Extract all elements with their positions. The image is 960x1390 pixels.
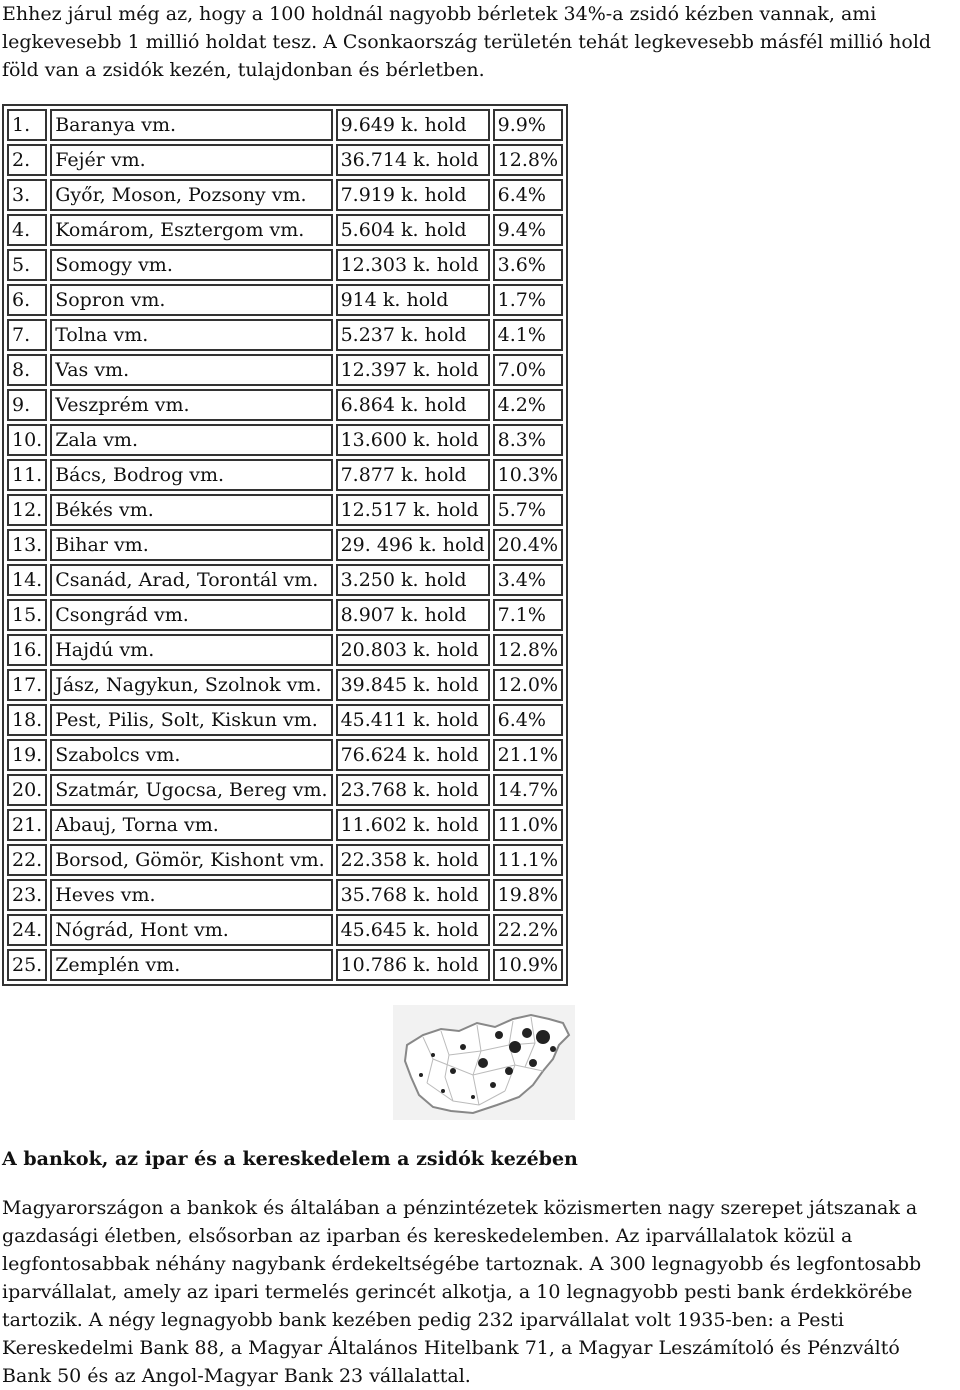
- percentage-cell: 12.8%: [493, 144, 563, 176]
- table-row: [7, 809, 563, 841]
- county-name-cell: Nógrád, Hont vm.: [50, 914, 332, 946]
- county-land-table-body: [7, 109, 563, 981]
- row-number-cell: 13.: [7, 529, 47, 561]
- county-name-cell: Bács, Bodrog vm.: [50, 459, 332, 491]
- county-name-cell: Csanád, Arad, Torontál vm.: [50, 564, 332, 596]
- map-dot: [536, 1030, 550, 1044]
- percentage-cell: 9.4%: [493, 214, 563, 246]
- county-name-cell: Zemplén vm.: [50, 949, 332, 981]
- map-dot: [522, 1028, 532, 1038]
- percentage-cell: 7.1%: [493, 599, 563, 631]
- county-name-cell: Csongrád vm.: [50, 599, 332, 631]
- table-row: [7, 424, 563, 456]
- county-name-cell: Szabolcs vm.: [50, 739, 332, 771]
- percentage-cell: 3.4%: [493, 564, 563, 596]
- table-row: [7, 144, 563, 176]
- county-name-cell: Békés vm.: [50, 494, 332, 526]
- county-map-figure: [393, 1005, 575, 1120]
- land-area-cell: 29. 496 k. hold: [336, 529, 490, 561]
- table-row: [7, 249, 563, 281]
- table-row: [7, 179, 563, 211]
- row-number-cell: 24.: [7, 914, 47, 946]
- county-name-cell: Pest, Pilis, Solt, Kiskun vm.: [50, 704, 332, 736]
- land-area-cell: 10.786 k. hold: [336, 949, 490, 981]
- table-row: [7, 739, 563, 771]
- percentage-cell: 12.8%: [493, 634, 563, 666]
- row-number-cell: 10.: [7, 424, 47, 456]
- percentage-cell: 8.3%: [493, 424, 563, 456]
- percentage-cell: 21.1%: [493, 739, 563, 771]
- row-number-cell: 8.: [7, 354, 47, 386]
- land-area-cell: 20.803 k. hold: [336, 634, 490, 666]
- row-number-cell: 19.: [7, 739, 47, 771]
- row-number-cell: 15.: [7, 599, 47, 631]
- land-area-cell: 39.845 k. hold: [336, 669, 490, 701]
- county-name-cell: Győr, Moson, Pozsony vm.: [50, 179, 332, 211]
- table-row: [7, 599, 563, 631]
- percentage-cell: 22.2%: [493, 914, 563, 946]
- land-area-cell: 13.600 k. hold: [336, 424, 490, 456]
- percentage-cell: 4.2%: [493, 389, 563, 421]
- map-dot: [490, 1082, 496, 1088]
- map-dot: [450, 1068, 456, 1074]
- percentage-cell: 11.0%: [493, 809, 563, 841]
- county-name-cell: Heves vm.: [50, 879, 332, 911]
- percentage-cell: 9.9%: [493, 109, 563, 141]
- table-row: [7, 494, 563, 526]
- county-name-cell: Veszprém vm.: [50, 389, 332, 421]
- county-name-cell: Komárom, Esztergom vm.: [50, 214, 332, 246]
- county-name-cell: Somogy vm.: [50, 249, 332, 281]
- table-row: [7, 284, 563, 316]
- percentage-cell: 6.4%: [493, 704, 563, 736]
- county-name-cell: Szatmár, Ugocsa, Bereg vm.: [50, 774, 332, 806]
- land-area-cell: 914 k. hold: [336, 284, 490, 316]
- map-dot: [505, 1067, 513, 1075]
- percentage-cell: 10.3%: [493, 459, 563, 491]
- county-name-cell: Vas vm.: [50, 354, 332, 386]
- percentage-cell: 10.9%: [493, 949, 563, 981]
- section-heading: A bankok, az ipar és a kereskedelem a zsidók kezében: [2, 1148, 578, 1170]
- row-number-cell: 5.: [7, 249, 47, 281]
- table-row: [7, 774, 563, 806]
- land-area-cell: 12.397 k. hold: [336, 354, 490, 386]
- map-dot: [529, 1059, 537, 1067]
- row-number-cell: 17.: [7, 669, 47, 701]
- map-dot: [495, 1031, 503, 1039]
- county-name-cell: Bihar vm.: [50, 529, 332, 561]
- percentage-cell: 5.7%: [493, 494, 563, 526]
- county-name-cell: Abauj, Torna vm.: [50, 809, 332, 841]
- map-dot: [509, 1041, 521, 1053]
- table-row: [7, 704, 563, 736]
- hungary-map-image: [393, 1005, 575, 1120]
- row-number-cell: 14.: [7, 564, 47, 596]
- land-area-cell: 7.877 k. hold: [336, 459, 490, 491]
- table-row: [7, 459, 563, 491]
- table-row: [7, 914, 563, 946]
- land-area-cell: 11.602 k. hold: [336, 809, 490, 841]
- percentage-cell: 11.1%: [493, 844, 563, 876]
- map-dot: [419, 1073, 423, 1077]
- county-name-cell: Zala vm.: [50, 424, 332, 456]
- row-number-cell: 11.: [7, 459, 47, 491]
- county-name-cell: Sopron vm.: [50, 284, 332, 316]
- intro-paragraph: Ehhez járul még az, hogy a 100 holdnál nagyobb bérletek 34%-a zsidó kézben vannak, ami legkevesebb 1 millió holdat tesz. A Csonkaország területén tehát legkevesebb másfél millió hold föld van a zsidók kezén, tulajdonban és bérletben.: [2, 3, 932, 81]
- percentage-cell: 6.4%: [493, 179, 563, 211]
- percentage-cell: 19.8%: [493, 879, 563, 911]
- section-body-paragraph: Magyarországon a bankok és általában a pénzintézetek közismerten nagy szerepet játszanak a gazdasági életben, elsősorban az iparban és kereskedelemben. Az iparvállalatok közül a legfontosabbak néhány nagybank érdekeltségébe tartoznak. A 300 legnagyobb és legfontosabb iparvállalat, amely az ipari termelés gerincét alkotja, a 10 legnagyobb pesti bank érdekkörébe tartozik. A négy legnagyobb bank kezében pedig 232 iparvállalat volt 1935-ben: a Pesti Kereskedelmi Bank 88, a Magyar Általános Hitelbank 71, a Magyar Leszámítoló és Pénzváltó Bank 50 és az Angol-Magyar Bank 23 vállalattal.: [2, 1197, 922, 1387]
- county-name-cell: Hajdú vm.: [50, 634, 332, 666]
- land-area-cell: 23.768 k. hold: [336, 774, 490, 806]
- percentage-cell: 1.7%: [493, 284, 563, 316]
- row-number-cell: 20.: [7, 774, 47, 806]
- county-name-cell: Borsod, Gömör, Kishont vm.: [50, 844, 332, 876]
- row-number-cell: 12.: [7, 494, 47, 526]
- row-number-cell: 4.: [7, 214, 47, 246]
- county-name-cell: Tolna vm.: [50, 319, 332, 351]
- land-area-cell: 36.714 k. hold: [336, 144, 490, 176]
- land-area-cell: 9.649 k. hold: [336, 109, 490, 141]
- percentage-cell: 14.7%: [493, 774, 563, 806]
- row-number-cell: 2.: [7, 144, 47, 176]
- table-row: [7, 634, 563, 666]
- row-number-cell: 16.: [7, 634, 47, 666]
- row-number-cell: 18.: [7, 704, 47, 736]
- table-row: [7, 564, 563, 596]
- land-area-cell: 35.768 k. hold: [336, 879, 490, 911]
- row-number-cell: 22.: [7, 844, 47, 876]
- row-number-cell: 6.: [7, 284, 47, 316]
- row-number-cell: 25.: [7, 949, 47, 981]
- table-row: [7, 389, 563, 421]
- land-area-cell: 3.250 k. hold: [336, 564, 490, 596]
- map-dot: [460, 1044, 466, 1050]
- percentage-cell: 7.0%: [493, 354, 563, 386]
- county-name-cell: Baranya vm.: [50, 109, 332, 141]
- county-name-cell: Jász, Nagykun, Szolnok vm.: [50, 669, 332, 701]
- table-row: [7, 844, 563, 876]
- row-number-cell: 1.: [7, 109, 47, 141]
- land-area-cell: 5.604 k. hold: [336, 214, 490, 246]
- map-dot: [471, 1095, 475, 1099]
- row-number-cell: 3.: [7, 179, 47, 211]
- percentage-cell: 3.6%: [493, 249, 563, 281]
- row-number-cell: 23.: [7, 879, 47, 911]
- percentage-cell: 12.0%: [493, 669, 563, 701]
- land-area-cell: 7.919 k. hold: [336, 179, 490, 211]
- percentage-cell: 4.1%: [493, 319, 563, 351]
- land-area-cell: 45.645 k. hold: [336, 914, 490, 946]
- county-land-table: [2, 104, 568, 986]
- row-number-cell: 7.: [7, 319, 47, 351]
- table-row: [7, 354, 563, 386]
- row-number-cell: 21.: [7, 809, 47, 841]
- land-area-cell: 22.358 k. hold: [336, 844, 490, 876]
- county-name-cell: Fejér vm.: [50, 144, 332, 176]
- table-row: [7, 319, 563, 351]
- map-dot: [478, 1058, 488, 1068]
- land-area-cell: 8.907 k. hold: [336, 599, 490, 631]
- map-dot: [431, 1053, 435, 1057]
- table-row: [7, 214, 563, 246]
- table-row: [7, 109, 563, 141]
- land-area-cell: 76.624 k. hold: [336, 739, 490, 771]
- land-area-cell: 12.303 k. hold: [336, 249, 490, 281]
- percentage-cell: 20.4%: [493, 529, 563, 561]
- table-row: [7, 879, 563, 911]
- land-area-cell: 6.864 k. hold: [336, 389, 490, 421]
- map-dot: [550, 1046, 556, 1052]
- table-row: [7, 949, 563, 981]
- map-dot: [441, 1089, 445, 1093]
- table-row: [7, 669, 563, 701]
- table-row: [7, 529, 563, 561]
- land-area-cell: 45.411 k. hold: [336, 704, 490, 736]
- land-area-cell: 12.517 k. hold: [336, 494, 490, 526]
- land-area-cell: 5.237 k. hold: [336, 319, 490, 351]
- row-number-cell: 9.: [7, 389, 47, 421]
